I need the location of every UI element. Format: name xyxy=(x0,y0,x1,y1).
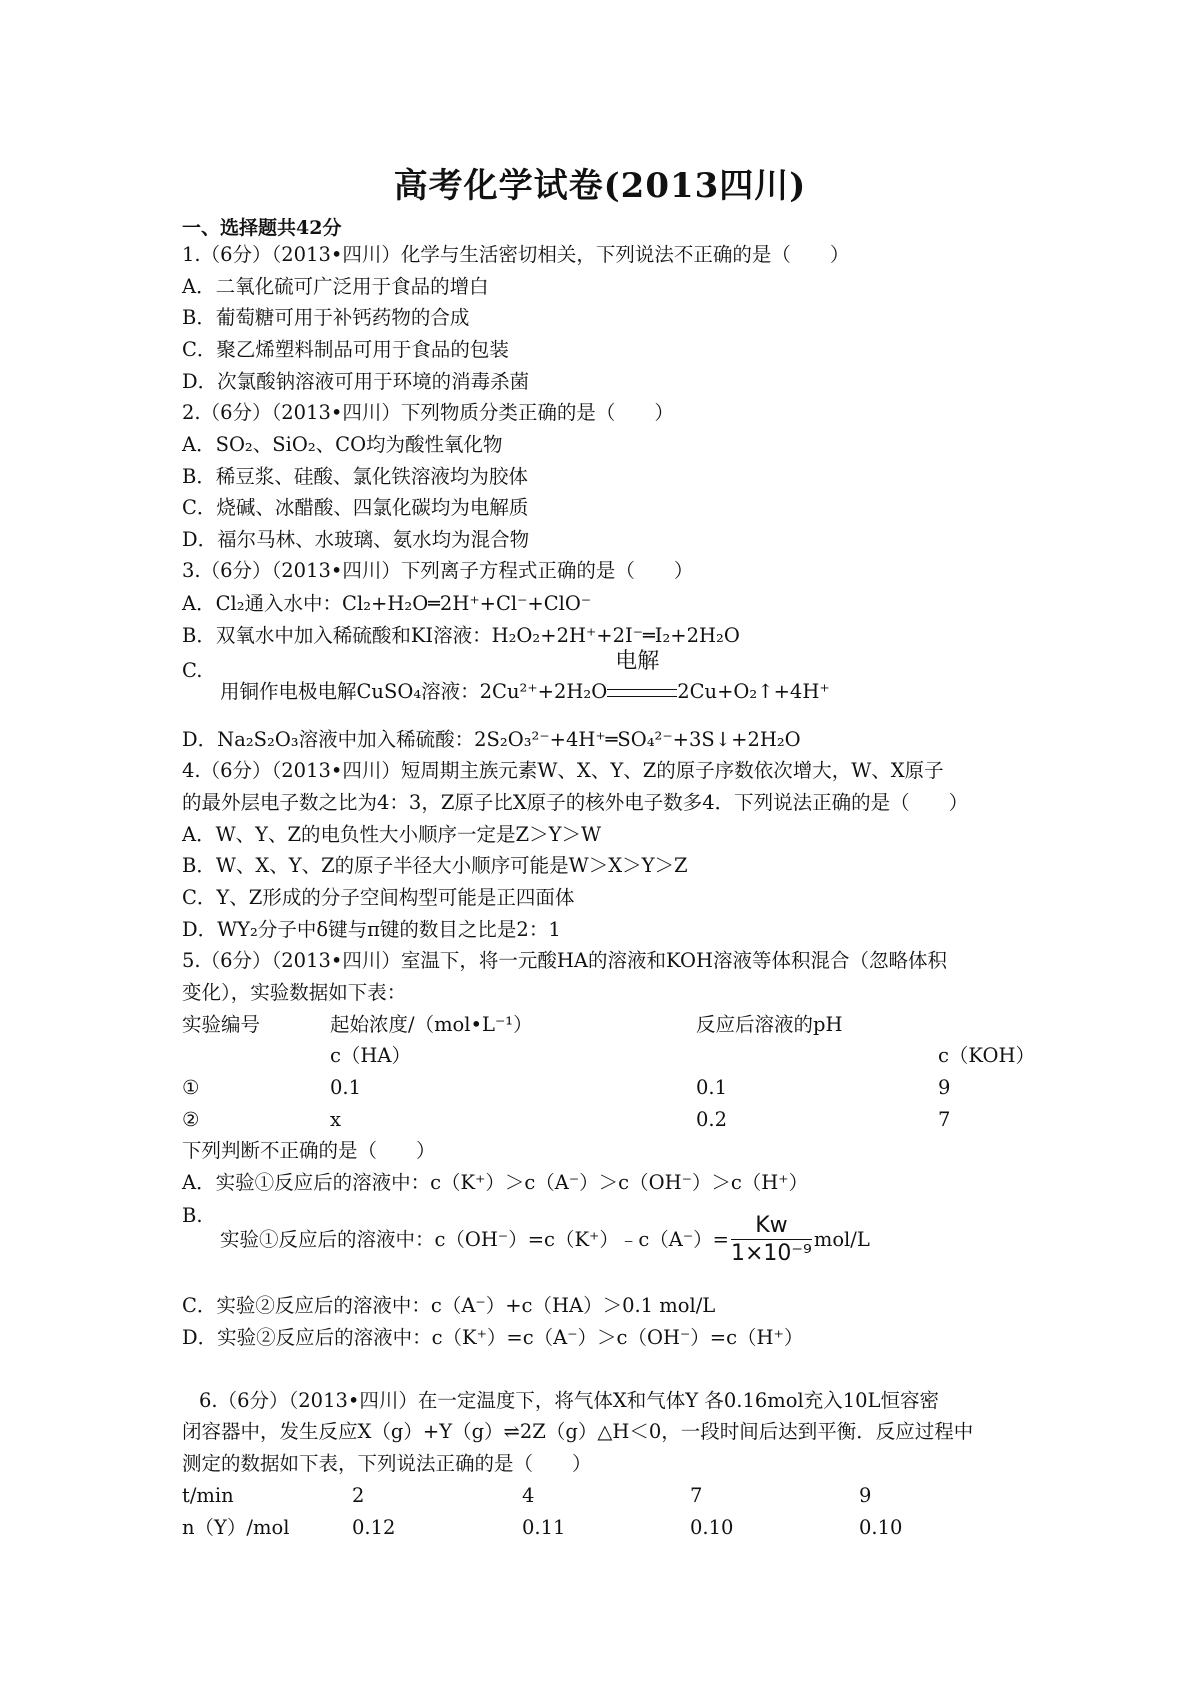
q5-option-c: C．实验②反应后的溶液中：c（A⁻）+c（HA）＞0.1 mol/L xyxy=(182,1294,716,1317)
page-title: 高考化学试卷(2013四川) xyxy=(393,166,807,206)
q5-header-id: 实验编号 xyxy=(182,1013,261,1036)
q3-stem: 3.（6分）（2013•四川）下列离子方程式正确的是（ ） xyxy=(182,559,694,582)
q5-row2-koh: 0.2 xyxy=(696,1108,728,1131)
q6-row2-col2: 0.11 xyxy=(522,1516,566,1539)
q5-option-b-unit: mol/L xyxy=(813,1228,870,1251)
q5-stem-line1: 5.（6分）（2013•四川）室温下，将一元酸HA的溶液和KOH溶液等体积混合（忽略体积 xyxy=(182,949,948,972)
q5-option-b-label: B. xyxy=(182,1204,203,1227)
q5-row2-ph: 7 xyxy=(938,1108,951,1131)
q6-stem-line3: 测定的数据如下表，下列说法正确的是（ ） xyxy=(182,1452,592,1475)
q5-option-b-formula xyxy=(220,1212,870,1268)
q6-row2-col1: 0.12 xyxy=(352,1516,396,1539)
kw-fraction xyxy=(731,1213,812,1268)
q1-option-d: D．次氯酸钠溶液可用于环境的消毒杀菌 xyxy=(182,370,530,393)
q2-option-b: B．稀豆浆、硅酸、氯化铁溶液均为胶体 xyxy=(182,465,528,488)
q5-row1-koh: 0.1 xyxy=(696,1076,728,1099)
q5-header-ph: 反应后溶液的pH xyxy=(696,1013,843,1036)
q6-row2-label: n（Y）/mol xyxy=(182,1516,290,1539)
q3-option-b: B．双氧水中加入稀硫酸和KI溶液：H₂O₂+2H⁺+2I⁻═I₂+2H₂O xyxy=(182,624,740,647)
q4-option-a: A．W、Y、Z的电负性大小顺序一定是Z＞Y＞W xyxy=(182,823,602,846)
q6-row2-col3: 0.10 xyxy=(690,1516,734,1539)
q1-option-a: A．二氧化硫可广泛用于食品的增白 xyxy=(182,275,489,298)
q5-header-conc: 起始浓度/（mol•L⁻¹） xyxy=(330,1013,533,1036)
q2-option-c: C．烧碱、冰醋酸、四氯化碳均为电解质 xyxy=(182,496,529,519)
section-heading: 一、选择题共42分 xyxy=(182,217,342,239)
q5-row2-ha: x xyxy=(330,1108,341,1131)
q4-stem-line1: 4.（6分）（2013•四川）短周期主族元素W、X、Y、Z的原子序数依次增大，W、X原子 xyxy=(182,759,944,782)
double-line-symbol xyxy=(607,689,677,697)
q6-stem-line2: 闭容器中，发生反应X（g）+Y（g）⇌2Z（g）△H＜0，一段时间后达到平衡．反应过程中 xyxy=(182,1420,974,1443)
q1-option-c: C．聚乙烯塑料制品可用于食品的包装 xyxy=(182,338,509,361)
q6-stem-line1: 6.（6分）（2013•四川）在一定温度下，将气体X和气体Y 各0.16mol充入10L恒容密 xyxy=(199,1389,939,1412)
q1-option-b: B．葡萄糖可用于补钙药物的合成 xyxy=(182,306,470,329)
q6-row1-col1: 2 xyxy=(352,1484,365,1507)
q2-option-d: D．福尔马林、水玻璃、氨水均为混合物 xyxy=(182,528,530,551)
q3-option-d: D．Na₂S₂O₃溶液中加入稀硫酸：2S₂O₃²⁻+4H⁺═SO₄²⁻+3S↓+2H₂O xyxy=(182,728,801,751)
electrolysis-label: 电解 xyxy=(615,649,660,674)
kw-denominator: 1×10⁻⁹ xyxy=(730,1241,812,1266)
q6-row1-col2: 4 xyxy=(522,1484,535,1507)
q5-stem-line2: 变化），实验数据如下表： xyxy=(182,981,407,1004)
electrolysis-condition xyxy=(607,649,677,704)
q5-row1-ha: 0.1 xyxy=(330,1076,362,1099)
q3-option-c-equation xyxy=(220,649,830,704)
q3-option-c-rhs: 2Cu+O₂↑+4H⁺ xyxy=(677,680,830,703)
q4-stem-line2: 的最外层电子数之比为4：3，Z原子比X原子的核外电子数多4．下列说法正确的是（ ） xyxy=(182,791,969,814)
q5-row1-ph: 9 xyxy=(938,1076,951,1099)
q5-subheader-ha: c（HA） xyxy=(330,1044,412,1067)
q5-row2-id: ② xyxy=(182,1108,200,1131)
q5-row1-id: ① xyxy=(182,1076,200,1099)
q4-option-c: C．Y、Z形成的分子空间构型可能是正四面体 xyxy=(182,886,575,909)
q6-row2-col4: 0.10 xyxy=(859,1516,903,1539)
q3-option-c-lhs: 用铜作电极电解CuSO₄溶液：2Cu²⁺+2H₂O xyxy=(220,680,608,703)
q6-row1-col3: 7 xyxy=(690,1484,703,1507)
q2-option-a: A．SO₂、SiO₂、CO均为酸性氧化物 xyxy=(182,433,503,456)
q5-option-d: D．实验②反应后的溶液中：c（K⁺）=c（A⁻）＞c（OH⁻）=c（H⁺） xyxy=(182,1326,804,1349)
q5-subheader-koh: c（KOH） xyxy=(938,1044,1035,1067)
q4-option-d: D．WY₂分子中δ键与π键的数目之比是2：1 xyxy=(182,918,561,941)
q2-stem: 2.（6分）（2013•四川）下列物质分类正确的是（ ） xyxy=(182,401,674,424)
q5-option-a: A．实验①反应后的溶液中：c（K⁺）＞c（A⁻）＞c（OH⁻）＞c（H⁺） xyxy=(182,1171,809,1194)
q3-option-c-label: C. xyxy=(182,659,203,682)
kw-numerator: Kw xyxy=(731,1213,812,1240)
q4-option-b: B．W、X、Y、Z的原子半径大小顺序可能是W＞X＞Y＞Z xyxy=(182,854,688,877)
q1-stem: 1.（6分）（2013•四川）化学与生活密切相关，下列说法不正确的是（ ） xyxy=(182,243,850,266)
q5-ask: 下列判断不正确的是（ ） xyxy=(182,1139,436,1162)
q6-row1-col4: 9 xyxy=(859,1484,872,1507)
q3-option-a: A．Cl₂通入水中：Cl₂+H₂O═2H⁺+Cl⁻+ClO⁻ xyxy=(182,592,592,615)
q6-row1-label: t/min xyxy=(182,1484,234,1507)
q5-option-b-text: 实验①反应后的溶液中：c（OH⁻）=c（K⁺）﹣c（A⁻）= xyxy=(220,1228,729,1251)
